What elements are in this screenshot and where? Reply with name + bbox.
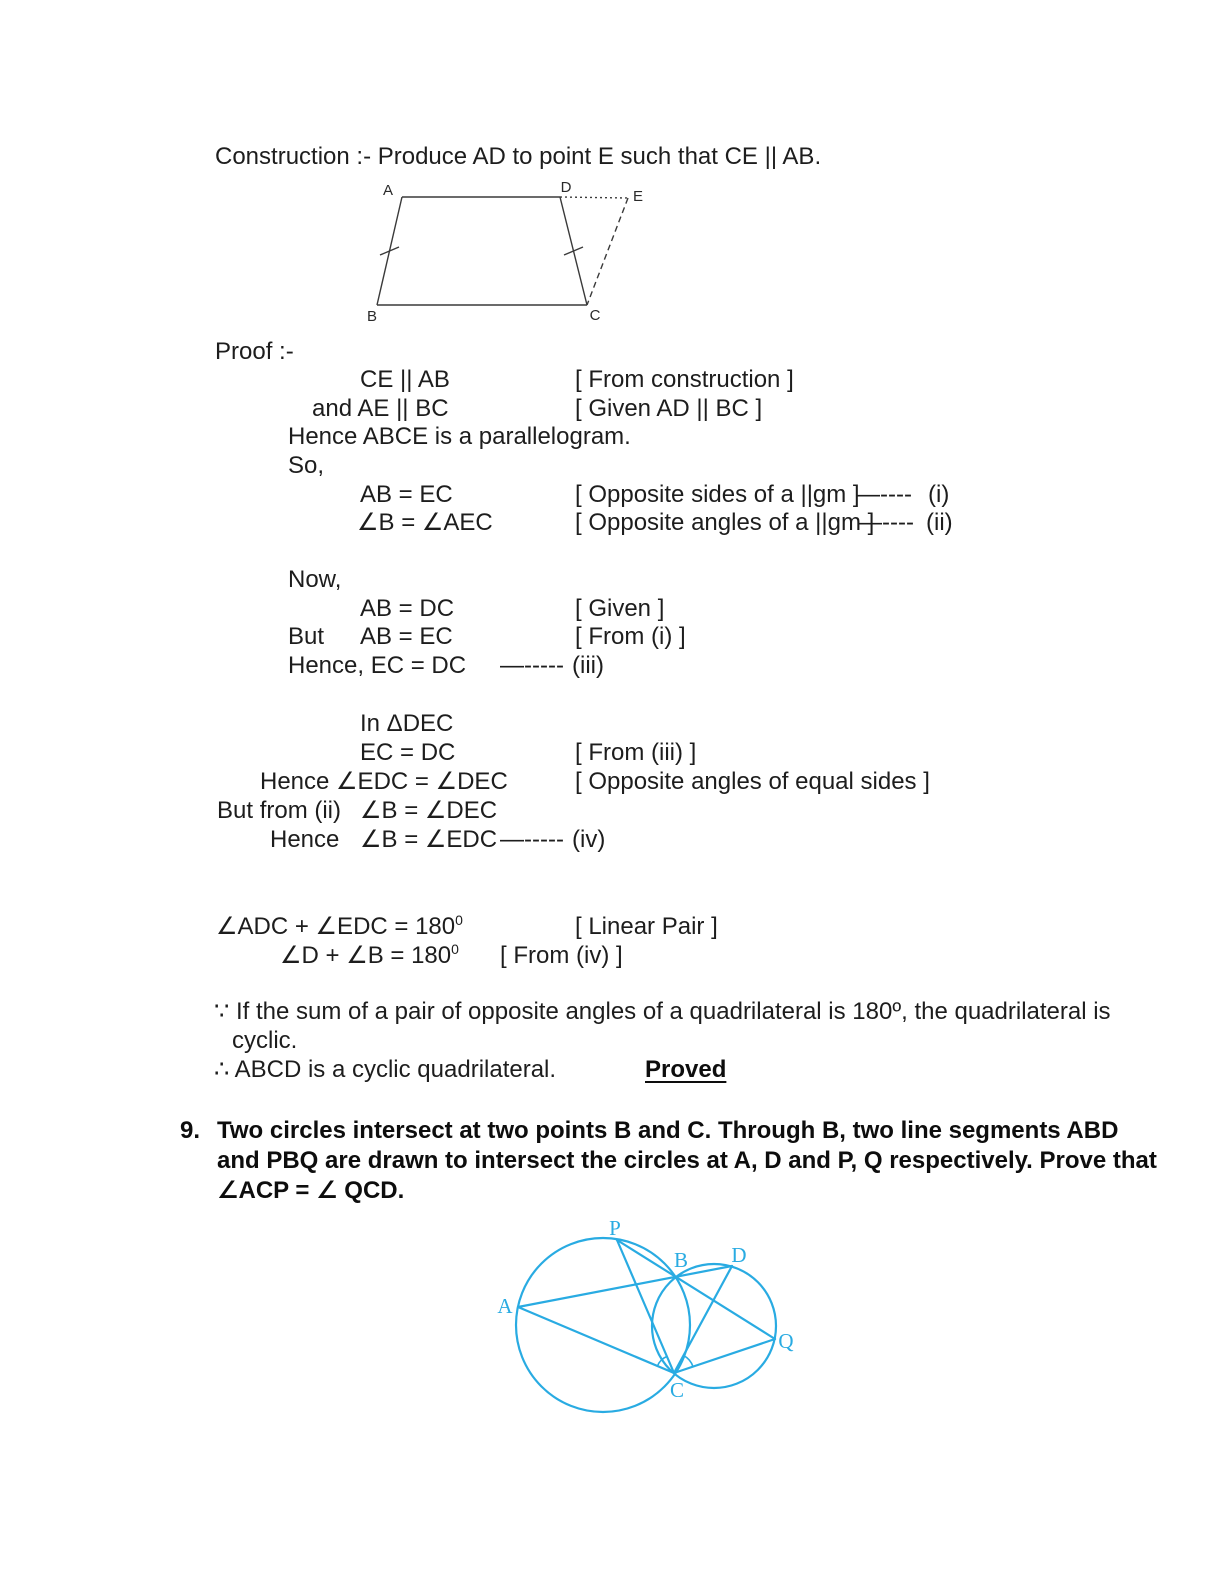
question-number: 9. [180,1117,201,1144]
right-circle [652,1264,776,1388]
proof-dash: —---- [858,509,914,536]
trapezoid-figure [330,175,646,327]
proof-row [0,738,1224,767]
construction-text: Construction :- Produce AD to point E such that CE || AB. [215,143,822,170]
proof-dash: —----- [500,652,564,679]
question-text: and PBQ are drawn to intersect the circles at A, D and P, Q respectively. Prove that [217,1147,1157,1174]
proof-dash: —----- [500,826,564,853]
conclusion-text: ∴ ABCD is a cyclic quadrilateral. [214,1056,557,1083]
proof-row [0,651,1224,680]
proof-equation [216,912,463,941]
proof-row [0,451,1224,480]
proof-note: [ From (iv) ] [500,942,623,969]
proof-equation: Hence ABCE is a parallelogram. [288,423,631,450]
proof-row [0,767,1224,796]
point-label-c: C [669,1378,685,1402]
proof-note: [ From (i) ] [575,623,686,650]
proof-row [0,365,1224,394]
proof-dash: —---- [856,481,912,508]
proof-note: [ Opposite angles of equal sides ] [575,768,930,795]
proof-row [0,941,1224,970]
proof-row [0,594,1224,623]
point-label-b: B [673,1248,689,1272]
proof-ref: (i) [928,481,950,508]
superscript: 0 [451,941,459,957]
proof-note: [ Given AD || BC ] [575,395,763,422]
vertex-label-a: A [382,182,394,199]
trapezoid-labels [367,179,643,325]
conclusion-line [0,997,1224,1026]
proof-equation: and AE || BC [312,395,449,422]
proof-row [0,480,1224,509]
proof-label: Hence [270,826,340,853]
proof-row [0,912,1224,941]
proof-equation: ∠B = ∠DEC [360,797,498,824]
proof-equation: CE || AB [360,366,450,393]
proof-equation: EC = DC [360,739,456,766]
vertex-label-e: E [632,188,644,205]
point-label-p: P [609,1216,621,1240]
question-text: Two circles intersect at two points B and C. Through B, two line segments ABD [217,1117,1119,1144]
point-label-d: D [731,1243,747,1267]
proof-label: But [288,623,325,650]
conclusion-text: cyclic. [232,1027,298,1054]
extension-de-dotted [560,197,628,198]
question9-line [0,1116,1224,1145]
proof-ref: (iii) [572,652,604,679]
proof-row [0,508,1224,537]
proof-row [0,825,1224,854]
line-pbq [617,1240,775,1339]
proof-note: [ From (iii) ] [575,739,697,766]
proof-ref: (iv) [572,826,606,853]
proof-note: [ From construction ] [575,366,794,393]
proof-equation: AB = DC [360,595,455,622]
proof-equation: Now, [288,566,342,593]
proof-equation: AB = EC [360,623,453,650]
vertex-label-c: C [589,307,601,324]
proof-row [0,565,1224,594]
left-circle [516,1238,690,1412]
circles-figure [470,1195,800,1427]
proof-heading: Proof :- [215,338,294,365]
proof-equation [280,941,459,970]
proof-equation: ∠B = ∠AEC [357,509,493,536]
trapezoid-lines [377,197,628,305]
proof-note: [ Opposite sides of a ||gm ] [575,481,860,508]
proof-equation: In ΔDEC [360,710,454,737]
proof-label: But from (ii) [217,797,342,824]
proof-note: [ Given ] [575,595,665,622]
conclusion-line [0,1055,1224,1084]
proof-row [0,709,1224,738]
angle-arc-qcd [684,1355,694,1366]
question-text: ∠ACP = ∠ QCD. [217,1177,405,1204]
superscript: 0 [455,912,463,928]
proof-equation: ∠B = ∠EDC [360,826,498,853]
vertex-label-d: D [560,179,572,196]
proof-note: [ Opposite angles of a ||gm ] [575,509,875,536]
proved-label: Proved [645,1056,727,1083]
line-abd [518,1266,732,1307]
conclusion-line [0,1026,1224,1055]
proof-row [0,796,1224,825]
segment-ec-dashed [587,198,628,305]
question9-line [0,1146,1224,1175]
proof-equation: So, [288,452,325,479]
conclusion-text: ∵ If the sum of a pair of opposite angles of a quadrilateral is 180º, the quadrilateral is [214,998,1111,1025]
proof-heading-line [0,337,1224,366]
proof-equation: Hence, EC = DC [288,652,467,679]
proof-note: [ Linear Pair ] [575,913,718,940]
equation-text: ∠D + ∠B = 180 [280,942,452,969]
construction-line [0,142,1224,171]
point-label-a: A [497,1294,513,1318]
point-label-q: Q [778,1329,794,1353]
proof-row [0,622,1224,651]
proof-row [0,422,1224,451]
vertex-label-b: B [366,308,378,325]
proof-equation: Hence ∠EDC = ∠DEC [260,768,508,795]
equation-text: ∠ADC + ∠EDC = 180 [216,913,456,940]
proof-ref: (ii) [926,509,953,536]
proof-equation: AB = EC [360,481,453,508]
proof-row [0,394,1224,423]
